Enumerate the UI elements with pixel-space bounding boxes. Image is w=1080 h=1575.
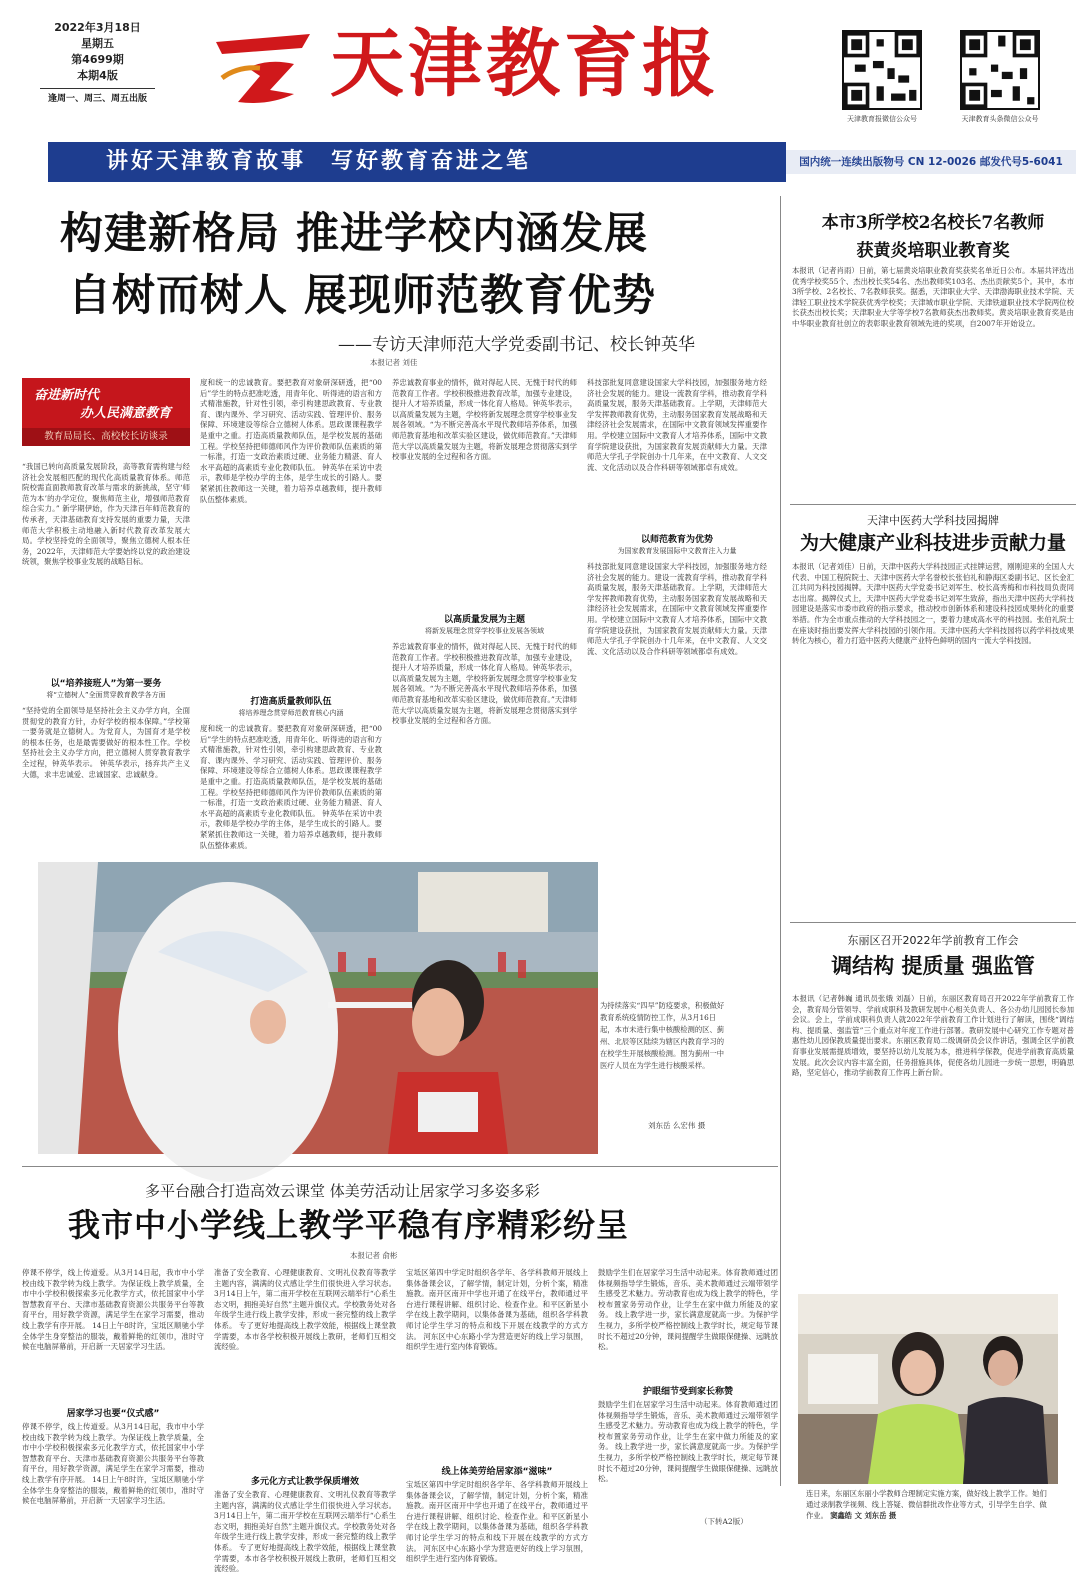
right2-title: 为大健康产业科技进步贡献力量 xyxy=(799,532,1066,554)
issue-number: 第4699期 xyxy=(71,53,124,66)
lead-subhead-3-desc: 将新发展理念贯穿学校事业发展各领域 xyxy=(425,627,544,635)
issue-pages: 本期4版 xyxy=(77,69,118,82)
story2-text-col4b: 鼓励学生们在居家学习生活中动起来。体育教师通过团体视频指导学生锻炼，音乐、美术教师通过云端带领学生感受艺术魅力。劳动教育也成为线上教学的特色，学校布置家务劳动作业，让学生在家中做力所能及的家务。 线上教学进一步，家长满意度就高一步。为保护学生视力，多所学校严格控制线上教学时长，规定每节课时长不超过20分钟，课间提醒学生做眼保健操、远眺放松。 xyxy=(598,1400,778,1484)
right2-kicker: 天津中医药大学科技园揭牌 xyxy=(867,514,999,527)
badge-line3: 教育局局长、高校校长访谈录 xyxy=(22,428,190,446)
lead-subhead-2-desc: 将培养理念贯穿师范教育核心内涵 xyxy=(238,709,344,717)
right1-body: 本报讯（记者肖雨）日前，第七届黄炎培职业教育奖获奖名单近日公布。本届共评选出优秀学校奖55个、杰出校长奖54名、杰出教师奖103名、杰出贡献奖5个。其中，本市3所学校、2名校长、7名教师获奖。据悉，天津职业大学、天津渤海职业技术学院、天津轻工职业技术学院获优秀学校奖；天津城市职业学院、天津铁道职业技术学院两位校长获杰出校长奖；天津职业大学等学校7名教师获杰出教师奖。黄炎培职业教育奖是由中华职业教育社创立的表彰职业教育领域先进的奖项，自2007年开始设立。 xyxy=(792,266,1074,328)
story2-headline: 我市中小学线上教学平稳有序精彩纷呈 xyxy=(68,1206,630,1244)
lead-subhead-1: 以“培养接班人”为第一要务 xyxy=(50,679,162,689)
publication-number: 国内统一连续出版物号 CN 12-0026 邮发代号5-6041 xyxy=(799,156,1063,168)
lead-text-col1a: “我国已转向高质量发展阶段，高等教育需构建与经济社会发展相匹配的现代化高质量教育体系。师范院校需直面教师教育改革与需求的新挑战，坚守‘师范为本’的办学定位，聚焦师范主业，增强师范教育综合实力。” 新学期伊始，作为天津百年师范教育的传承者，天津基础教育支持发展的重要力量，天津师范大学积极主动地融入新时代教育改革发展大局。学校坚持党的全面领导，聚焦立德树人根本任务，2022年，天津师范大学要始终以党的政治建设统领，聚焦学校事业发展的战略目标。 xyxy=(22,462,190,567)
story2-subhead-1: 居家学习也要“仪式感” xyxy=(66,1409,160,1419)
lead-byline: 本报记者 刘佳 xyxy=(370,358,418,367)
divider xyxy=(790,504,1076,505)
story2-subhead-4: 护眼细节受到家长称赞 xyxy=(642,1387,733,1397)
right1-title-line1: 本市3所学校2名校长7名教师 xyxy=(821,213,1045,233)
qr-code-icon[interactable] xyxy=(842,30,922,110)
right3-body: 本报讯（记者韩巍 通讯员张娥 刘磊）日前，东丽区教育局召开2022年学前教育工作会，教育局分管领导、学前成职科及教研发展中心相关负责人、各公办幼儿园园长参加会议。会上，学前成职科负责人就2022年学前教育工作计划进行了解读，围绕“调结构、提质量、强监管”三个重点对年度工作进行部署。教研发展中心研究工作专题对普惠性幼儿园保教质量提出要求。东丽区教育局二级调研员会议作讲话，强调全区学前教育事业发展需提质增效，要坚持以幼儿发展为本，推进科学保教，促进学前教育高质量发展。此次会议内容丰富全面，任务措施具体，促使各幼儿园进一步统一思想，明确思路，坚定信心，推动学前教育工作再上新台阶。 xyxy=(792,994,1074,1078)
lead-text-col2: 度和统一的忠诚教育。要把教育对象研深研透，把“00后”学生的特点把准吃透，用青年化、听得进的语言和方式精准施教，针对性引领，牵引构建思政教育、专业教育、课内课外、学习研究、活动实践、管理评价、服务保障、环境建设等综合立德树人体系。思政课课程教学是重中之重。打造高质量教师队伍，是学校发展的基础工程。学校坚持把师德师风作为评价教师队伍素质的第一标准，打造一支政治素质过硬、业务能力精湛、育人水平高超的高素质专业化教师队伍。 钟英华在采访中表示，教师是学校办学的主体，是学生成长的引路人。要紧紧抓住教师这一关键，着力培养卓越教师，提升教师队伍整体素质。 xyxy=(200,378,382,504)
lead-text-col3: 养忠诚教育事业的情怀，做对得起人民、无愧于时代的师范教育工作者。学校积极推进教育改革，加强专业建设，提升人才培养质量，形成一体化育人格局。钟英华表示，以高质量发展为主题，学校将新发展理念贯穿学校事业发展各领域。“为不断完善高水平现代教师培养体系，加强师范教育基地和改革实验区建设，做优师范教育。”天津师范大学以高质量发展为主题，将新发展理念贯彻落实到学校事业发展的全过程和各方面。 xyxy=(392,378,577,462)
issue-info xyxy=(40,20,155,107)
divider xyxy=(22,1166,778,1167)
continued-note: （下转A2版） xyxy=(700,1517,748,1526)
issue-weekday: 星期五 xyxy=(81,37,114,50)
story2-text-col3b: 宝坻区第四中学定时组织各学年、各学科教师开展线上集体备课会议，了解学情，制定计划，分析个案，精准施教。南开区南开中学也开通了在线平台，教师通过平台进行课程讲解、组织讨论、检查作业。和平区新星小学在线上教学期间，以集体备课为基础，组织各学科教师讨论学生学习的特点和线下开展在线教学的方式方法。 河东区中心东路小学为营造更好的线上学习氛围，组织学生进行室内体育锻炼。 xyxy=(406,1480,588,1564)
lead-text-col3b: 养忠诚教育事业的情怀，做对得起人民、无愧于时代的师范教育工作者。学校积极推进教育改革，加强专业建设，提升人才培养质量，形成一体化育人格局。钟英华表示，以高质量发展为主题，学校将新发展理念贯穿学校事业发展各领域。“为不断完善高水平现代教师培养体系，加强师范教育基地和改革实验区建设，做优师范教育。”天津师范大学以高质量发展为主题，将新发展理念贯彻落实到学校事业发展的全过程和各方面。 xyxy=(392,642,577,726)
story2-subhead-3: 线上体美劳给居家添“滋味” xyxy=(441,1467,553,1477)
story2-byline: 本报记者 俞彬 xyxy=(350,1251,398,1260)
lead-text-col1b: “坚持党的全面领导是坚持社会主义办学方向，全面贯彻党的教育方针，办好学校的根本保障。”学校第一要务就是立德树人。为党育人，为国育才是学校的根本任务，也是最需要做好的根本性工作。学校坚持社会主义办学方向，把立德树人贯穿教育教学全过程，钟英华表示。 钟英华表示，扬弃共产主义大德，求丰忠诚爱、忠诚国家、忠诚献身。 xyxy=(22,706,190,779)
badge-line1: 奋进新时代 xyxy=(34,388,100,403)
photo-nucleic-acid-test xyxy=(38,862,598,1154)
newspaper-logo-icon xyxy=(208,28,318,108)
right1-title-line2: 获黄炎培职业教育奖 xyxy=(856,241,1010,261)
column-badge xyxy=(22,378,190,446)
lead-subhead-3: 以高质量发展为主题 xyxy=(443,615,525,625)
story2-text-col3: 宝坻区第四中学定时组织各学年、各学科教师开展线上集体备课会议，了解学情，制定计划，分析个案，精准施教。南开区南开中学也开通了在线平台，教师通过平台进行课程讲解、组织讨论、检查作业。和平区新星小学在线上教学期间，以集体备课为基础，组织各学科教师讨论学生学习的特点和线下开展在线教学的方式方法。 河东区中心东路小学为营造更好的线上学习氛围，组织学生进行室内体育锻炼。 xyxy=(406,1268,588,1352)
badge-line2: 办人民满意教育 xyxy=(80,406,172,421)
lead-subhead-1-desc: 将“立德树人”全面贯穿教育教学各方面 xyxy=(46,691,166,699)
photo2-credit: 窦鑫皓 文 刘东岳 摄 xyxy=(830,1511,897,1520)
right2-body: 本报讯（记者刘佳）日前，天津中医药大学科技园正式挂牌运营，刚刚迎来的全国人大代表、中国工程院院士、天津中医药大学名誉校长张伯礼和静海区委副书记、区长金汇江共同为科技园揭牌。天津中医药大学党委书记刘军生、校长高秀梅和市科技局负责同志出席。揭牌仪式上，天津中医药大学党委书记刘军生致辞，指出天津中医药大学科技园建设是落实市委市政府的指示要求，推动校市创新体系和建设科技园成果转化的重要举措。作为全市重点推动的大学科技园之一，要着力建成高水平的科技园。张伯礼院士在座谈时指出要发挥大学科技园的引领作用。天津中医药大学科技园将以药学科技成果转化为核心，着力打造中医药大健康产业特色鲜明的国内一流大学科技园。 xyxy=(792,562,1074,646)
story2-kicker: 多平台融合打造高效云课堂 体美劳活动让居家学习多姿多彩 xyxy=(145,1182,540,1200)
lead-text-col4b: 科技部批复同意建设国家大学科技园，加强服务地方经济社会发展的能力。建设一流教育学科，推动教育学科高质量发展，服务天津基础教育。上学期，天津师范大学发挥教师教育优势，主动服务国家教育发展战略和天津经济社会发展需求，在国际中文教育领域发挥重要作用。学校建立国际中文教育人才培养体系，国际中文教育学院建设获批，为国家教育发展贡献师大力量。天津师范大学孔子学院创办十几年来，在中文教育、人文交流、文化活动以及合作科研等领域都卓有成效。 xyxy=(587,562,767,656)
photo-teachers-online xyxy=(798,1294,1058,1484)
newspaper-title: 天津教育报 xyxy=(330,21,720,107)
photo1-caption: 为持续落实“四早”防疫要求，积极做好教育系统疫情防控工作，从3月16日起，本市未进行集中核酸检测的区、蓟州、北辰等区陆续为辖区内教育学习的在校学生开展核酸检测。图为蓟州一中医疗人员在为学生进行核酸采样。 xyxy=(600,1001,725,1070)
story2-text-col1: 停课不停学，线上传道爱。从3月14日起，我市中小学校由线下教学转为线上教学。为保证线上教学质量，全市中小学校积极探索多元化教学方式，依托国家中小学智慧教育平台、天津市基础教育资源公共服务平台等教育平台，用好教学资源，满足学生在家学习需要，推动线上教学有序开展。 14日上午8时许，宝坻区顺驰小学全体学生身穿整洁的服装，戴着鲜艳的红领巾，准时守候在电脑屏幕前，开启新一天居家学习生活。 xyxy=(22,1268,204,1352)
slogan-band: 讲好天津教育故事 写好教育奋进之笔 xyxy=(48,142,786,182)
lead-text-col4: 科技部批复同意建设国家大学科技园，加强服务地方经济社会发展的能力。建设一流教育学科，推动教育学科高质量发展，服务天津基础教育。上学期，天津师范大学发挥教师教育优势，主动服务国家教育发展战略和天津经济社会发展需求，在国际中文教育领域发挥重要作用。学校建立国际中文教育人才培养体系，国际中文教育学院建设获批，为国家教育发展贡献师大力量。天津师范大学孔子学院创办十几年来，在中文教育、人文交流、文化活动以及合作科研等领域都卓有成效。 xyxy=(587,378,767,472)
right3-kicker: 东丽区召开2022年学前教育工作会 xyxy=(847,934,1019,947)
lead-subtitle: ——专访天津师范大学党委副书记、校长钟英华 xyxy=(338,335,695,355)
lead-subhead-4-desc: 为国家教育发展国际中文教育注入力量 xyxy=(617,547,737,555)
photo2-caption-text: 连日来，东丽区东丽小学教师合理制定实施方案，做好线上教学工作。她们通过录制教学视频、线上答疑、微信群批改作业等方式，引导学生自学、做作业。 xyxy=(806,1489,1047,1520)
photo1-credit: 刘东岳 么宏伟 摄 xyxy=(648,1121,706,1130)
column-divider xyxy=(780,196,781,1486)
lead-subhead-4: 以师范教育为优势 xyxy=(640,535,713,545)
story2-text-col4: 鼓励学生们在居家学习生活中动起来。体育教师通过团体视频指导学生锻炼，音乐、美术教师通过云端带领学生感受艺术魅力。劳动教育也成为线上教学的特色，学校布置家务劳动作业，让学生在家中做力所能及的家务。 线上教学进一步，家长满意度就高一步。为保护学生视力，多所学校严格控制线上教学时长，规定每节课时长不超过20分钟，课间提醒学生做眼保健操、远眺放松。 xyxy=(598,1268,778,1352)
story2-subhead-2: 多元化方式让教学保质增效 xyxy=(250,1477,359,1487)
lead-headline-line1: 构建新格局 推进学校内涵发展 xyxy=(60,209,648,259)
right3-title: 调结构 提质量 强监管 xyxy=(831,953,1035,978)
story2-text-col1b: 停课不停学，线上传道爱。从3月14日起，我市中小学校由线下教学转为线上教学。为保证线上教学质量，全市中小学校积极探索多元化教学方式，依托国家中小学智慧教育平台、天津市基础教育资源公共服务平台等教育平台，用好教学资源，满足学生在家学习需要，推动线上教学有序开展。 14日上午8时许，宝坻区顺驰小学全体学生身穿整洁的服装，戴着鲜艳的红领巾，准时守候在电脑屏幕前，开启新一天居家学习生活。 xyxy=(22,1422,204,1506)
divider xyxy=(790,922,1076,923)
issue-date: 2022年3月18日 xyxy=(54,21,141,34)
story2-text-col2b: 准备了安全教育、心理健康教育、文明礼仪教育等教学主题内容，满满的仪式感让学生们很快进入学习状态。 3月14日上午，第二南开学校在互联网云端举行“心系生态文明，拥抱美好自然”主题升旗仪式。学校教务处对各年级学生进行线上教学安排，形成一套完整的线上教学体系。 专了更好地提高线上教学效能，根据线上课堂教学需要，本市各学校积极开展线上教研，老师们互相交流经验。 xyxy=(214,1490,396,1574)
lead-text-col2b: 度和统一的忠诚教育。要把教育对象研深研透，把“00后”学生的特点把准吃透，用青年化、听得进的语言和方式精准施教，针对性引领，牵引构建思政教育、专业教育、课内课外、学习研究、活动实践、管理评价、服务保障、环境建设等综合立德树人体系。思政课课程教学是重中之重。打造高质量教师队伍，是学校发展的基础工程。学校坚持把师德师风作为评价教师队伍素质的第一标准，打造一支政治素质过硬、业务能力精湛、育人水平高超的高素质专业化教师队伍。 钟英华在采访中表示，教师是学校办学的主体，是学生成长的引路人。要紧紧抓住教师这一关键，着力培养卓越教师，提升教师队伍整体素质。 xyxy=(200,724,382,850)
lead-subhead-2: 打造高质量教师队伍 xyxy=(250,697,332,707)
qr-caption-toutiao: 天津教育头条微信公众号 xyxy=(961,115,1039,123)
issue-schedule: 逢周一、周三、周五出版 xyxy=(40,88,155,107)
qr-code-icon[interactable] xyxy=(960,30,1040,110)
photo2-caption xyxy=(806,1488,1054,1521)
story2-text-col2: 准备了安全教育、心理健康教育、文明礼仪教育等教学主题内容，满满的仪式感让学生们很快进入学习状态。 3月14日上午，第二南开学校在互联网云端举行“心系生态文明，拥抱美好自然”主题升旗仪式。学校教务处对各年级学生进行线上教学安排，形成一套完整的线上教学体系。 专了更好地提高线上教学效能，根据线上课堂教学需要，本市各学校积极开展线上教研，老师们互相交流经验。 xyxy=(214,1268,396,1352)
qr-caption-wechat: 天津教育报微信公众号 xyxy=(847,115,917,123)
lead-headline-line2: 自树而树人 展现师范教育优势 xyxy=(68,271,656,321)
